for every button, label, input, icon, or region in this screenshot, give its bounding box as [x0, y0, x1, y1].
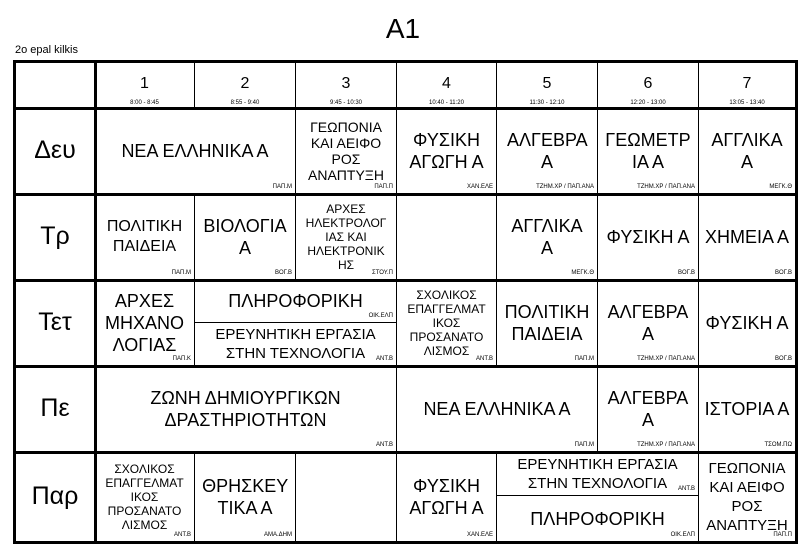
lesson-cell [699, 366, 795, 452]
lesson-teacher: ΒΟΓ.Β [775, 356, 792, 362]
lesson-cell [699, 194, 795, 280]
lesson-teacher: ΤΖΗΜ.ΧΡ / ΠΑΠ.ΑΝΑ [637, 356, 695, 362]
lesson-subject: ΑΓΓΛΙΚΑ Α [711, 129, 783, 172]
lesson-cell [296, 194, 397, 280]
grid-divider-row [16, 451, 795, 454]
day-label-thu: Πε [16, 366, 95, 452]
school-name: 2o epal kilkis [15, 44, 78, 56]
period-header-1 [95, 63, 195, 108]
period-header-6 [598, 63, 699, 108]
lesson-teacher: ΒΟΓ.Β [275, 270, 292, 276]
period-time: 11:30 - 12:10 [529, 100, 565, 106]
lesson-teacher: ΑΝΤ.Β [375, 442, 393, 448]
lesson-teacher: ΠΑΠ.Μ [272, 184, 292, 190]
lesson-subject: ΦΥΣΙΚΗ Α [705, 312, 789, 333]
lesson-cell [598, 280, 699, 366]
lesson-subject: ΧΗΜΕΙΑ Α [704, 226, 790, 247]
lesson-teacher: ΜΕΓΚ.Θ [769, 184, 792, 190]
corner-cell [16, 63, 95, 108]
lesson-cell [95, 452, 195, 541]
period-number: 7 [742, 75, 752, 92]
lesson-teacher: ΑΝΤ.Β [375, 356, 393, 362]
lesson-teacher: ΠΑΠ.Μ [171, 270, 191, 276]
lesson-cell [598, 108, 699, 194]
lesson-subject: ΓΕΩΠΟΝΙΑ ΚΑΙ ΑΕΙΦΟ ΡΟΣ ΑΝΑΠΤΥΞΗ [308, 118, 384, 183]
lesson-subject: ΕΡΕΥΝΗΤΙΚΗ ΕΡΓΑΣΙΑ ΣΤΗΝ ΤΕΧΝΟΛΟΓΙΑ [215, 326, 376, 362]
lesson-subject: ΑΡΧΕΣ ΗΛΕΚΤΡΟΛΟΓ ΙΑΣ ΚΑΙ ΗΛΕΚΤΡΟΝΙΚ ΗΣ [305, 201, 387, 272]
lesson-cell [598, 366, 699, 452]
lesson-subject: ΣΧΟΛΙΚΟΣ ΕΠΑΓΓΕΛΜΑΤ ΙΚΟΣ ΠΡΟΣΑΝΑΤΟ ΛΙΣΜΟΣ [105, 461, 184, 532]
lesson-subject: ΖΩΝΗ ΔΗΜΙΟΥΡΓΙΚΩΝ ΔΡΑΣΤΗΡΙΟΤΗΤΩΝ [150, 387, 341, 430]
lesson-cell [397, 108, 497, 194]
lesson-teacher: ΒΟΓ.Β [678, 270, 695, 276]
lesson-subject: ΘΡΗΣΚΕΥ ΤΙΚΑ Α [202, 475, 289, 518]
day-label-mon: Δευ [16, 108, 95, 194]
period-number: 3 [341, 75, 351, 92]
lesson-subject: ΓΕΩΠΟΝΙΑ ΚΑΙ ΑΕΙΦΟ ΡΟΣ ΑΝΑΠΤΥΞΗ [706, 459, 788, 534]
lesson-teacher: ΑΜΑ.ΔΗΜ [263, 532, 292, 538]
lesson-teacher: ΧΑΝ.ΕΛΕ [466, 532, 493, 538]
period-number: 6 [643, 75, 653, 92]
lesson-subject: ΑΡΧΕΣ ΜΗΧΑΝΟ ΛΟΓΙΑΣ [104, 290, 184, 355]
lesson-teacher: ΤΖΗΜ.ΧΡ / ΠΑΠ.ΑΝΑ [637, 442, 695, 448]
lesson-cell [397, 452, 497, 541]
lesson-cell [95, 194, 195, 280]
lesson-cell [195, 452, 296, 541]
lesson-teacher: ΠΑΠ.Μ [574, 442, 594, 448]
lesson-cell [397, 366, 598, 452]
period-time: 8:55 - 9:40 [230, 100, 260, 106]
grid-divider-row [16, 279, 795, 282]
lesson-subject: ΒΙΟΛΟΓΙΑ Α [203, 215, 287, 258]
lesson-subject: ΠΛΗΡΟΦΟΡΙΚΗ [530, 508, 665, 529]
lesson-cell [699, 280, 795, 366]
period-header-4 [397, 63, 497, 108]
period-time: 10:40 - 11:20 [429, 100, 464, 106]
grid-divider-vertical [94, 63, 97, 541]
lesson-cell [195, 280, 397, 323]
lesson-cell [95, 366, 397, 452]
lesson-teacher: ΤΣΟΜ.ΠΩ [764, 442, 792, 448]
lesson-teacher: ΑΝΤ.Β [173, 532, 191, 538]
lesson-teacher: ΠΑΠ.Κ [172, 356, 191, 362]
lesson-subject: ΑΛΓΕΒΡΑ Α [607, 301, 689, 344]
lesson-teacher: ΑΝΤ.Β [475, 356, 493, 362]
lesson-subject: ΑΛΓΕΒΡΑ Α [607, 387, 689, 430]
lesson-cell [497, 452, 699, 496]
lesson-subject: ΑΛΓΕΒΡΑ Α [507, 129, 588, 172]
period-number: 5 [542, 75, 552, 92]
lesson-cell [497, 194, 598, 280]
period-time: 8:00 - 8:45 [130, 100, 159, 106]
lesson-subject: ΝΕΑ ΕΛΛΗΝΙΚΑ Α [121, 140, 269, 161]
lesson-cell [497, 280, 598, 366]
lesson-teacher: ΟΙΚ.ΕΛΠ [670, 532, 695, 538]
lesson-subject: ΦΥΣΙΚΗ Α [606, 226, 690, 247]
lesson-cell [699, 452, 795, 541]
period-time: 13:05 - 13:40 [729, 100, 765, 106]
lesson-cell [95, 108, 296, 194]
period-header-7 [699, 63, 795, 108]
period-header-2 [195, 63, 296, 108]
lesson-subject: ΠΟΛΙΤΙΚΗ ΠΑΙΔΕΙΑ [504, 301, 590, 344]
lesson-cell [296, 108, 397, 194]
lesson-teacher: ΣΤΟΥ.Π [372, 270, 393, 276]
period-number: 2 [240, 75, 250, 92]
lesson-subject: ΕΡΕΥΝΗΤΙΚΗ ΕΡΓΑΣΙΑ ΣΤΗΝ ΤΕΧΝΟΛΟΓΙΑ [517, 455, 678, 492]
period-number: 1 [140, 75, 149, 92]
lesson-subject: ΑΓΓΛΙΚΑ Α [511, 215, 583, 258]
lesson-cell [397, 280, 497, 366]
lesson-cell [598, 194, 699, 280]
lesson-teacher: ΠΑΠ.Π [374, 184, 393, 190]
lesson-teacher: ΟΙΚ.ΕΛΠ [368, 313, 393, 319]
lesson-cell [195, 194, 296, 280]
lesson-cell [699, 108, 795, 194]
lesson-subject: ΙΣΤΟΡΙΑ Α [704, 398, 790, 419]
timetable-title: A1 [385, 13, 421, 44]
period-time: 12:20 - 13:00 [630, 100, 666, 106]
period-number: 4 [442, 75, 451, 92]
lesson-subject: ΣΧΟΛΙΚΟΣ ΕΠΑΓΓΕΛΜΑΤ ΙΚΟΣ ΠΡΟΣΑΝΑΤΟ ΛΙΣΜΟΣ [407, 287, 486, 358]
grid-divider-header [16, 107, 795, 110]
period-time: 9:45 - 10:30 [329, 100, 363, 106]
lesson-teacher: ΤΖΗΜ.ΧΡ / ΠΑΠ.ΑΝΑ [536, 184, 594, 190]
lesson-cell [497, 108, 598, 194]
lesson-teacher: ΤΖΗΜ.ΧΡ / ΠΑΠ.ΑΝΑ [637, 184, 695, 190]
lesson-teacher: ΜΕΓΚ.Θ [571, 270, 594, 276]
grid-divider-row [16, 365, 795, 368]
timetable-grid [13, 60, 798, 544]
day-label-tue: Τρ [16, 194, 95, 280]
empty-cell [397, 194, 497, 280]
lesson-subject: ΠΛΗΡΟΦΟΡΙΚΗ [228, 291, 363, 311]
lesson-teacher: ΠΑΠ.Π [773, 532, 792, 538]
lesson-teacher: ΠΑΠ.Μ [574, 356, 594, 362]
period-header-5 [497, 63, 598, 108]
grid-divider-row [16, 193, 795, 196]
lesson-teacher: ΒΟΓ.Β [775, 270, 792, 276]
lesson-cell [497, 496, 699, 541]
day-label-wed: Τετ [16, 280, 95, 366]
lesson-subject: ΓΕΩΜΕΤΡ ΙΑ Α [605, 129, 691, 172]
lesson-teacher: ΑΝΤ.Β [677, 486, 695, 492]
period-header-3 [296, 63, 397, 108]
lesson-subject: ΦΥΣΙΚΗ ΑΓΩΓΗ Α [409, 129, 484, 172]
day-label-fri: Παρ [16, 452, 95, 541]
lesson-subject: ΦΥΣΙΚΗ ΑΓΩΓΗ Α [409, 475, 484, 518]
empty-cell [296, 452, 397, 541]
lesson-cell [195, 323, 397, 366]
lesson-subject: ΝΕΑ ΕΛΛΗΝΙΚΑ Α [423, 398, 571, 419]
lesson-subject: ΠΟΛΙΤΙΚΗ ΠΑΙΔΕΙΑ [106, 217, 183, 255]
lesson-teacher: ΧΑΝ.ΕΛΕ [466, 184, 493, 190]
lesson-cell [95, 280, 195, 366]
